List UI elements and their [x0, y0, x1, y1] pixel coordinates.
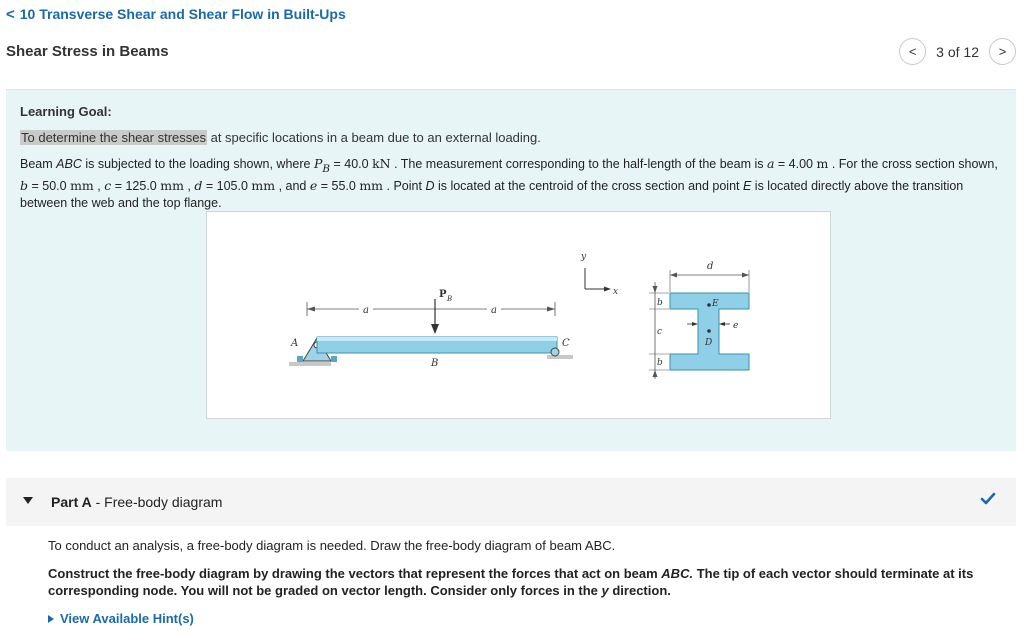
next-item-button[interactable] — [989, 38, 1016, 65]
x-axis-arrow — [604, 287, 611, 292]
item-position: 3 of 12 — [936, 43, 979, 60]
chevron-left-icon: < — [6, 5, 15, 23]
pager — [899, 38, 1016, 65]
label-a2: a — [491, 305, 497, 316]
dim-arrow-left — [307, 307, 315, 312]
point-e — [707, 303, 711, 307]
ground-a — [289, 362, 331, 366]
label-E: E — [712, 299, 719, 309]
label-D: D — [705, 338, 713, 348]
goal-heading: Learning Goal: — [20, 104, 112, 119]
triangle-right-icon — [48, 615, 54, 623]
label-d: d — [707, 261, 714, 272]
label-c: c — [657, 327, 663, 337]
chevron-right-icon: > — [998, 44, 1007, 59]
part-a-intro: To conduct an analysis, a free-body diagram is needed. Draw the free-body diagram of beam ABC. — [48, 538, 616, 553]
part-a-instructions: Construct the free-body diagram by drawing the vectors that represent the forces that act on beam ABC. The tip of each vector should terminate at its corresponding node. You will not be graded on vector length. Consider only forces in the y direction. — [48, 566, 974, 598]
label-b-top: b — [657, 298, 663, 308]
dim-d-arrow-left — [670, 273, 677, 278]
beam-highlight — [317, 337, 557, 341]
page-title: Shear Stress in Beams — [6, 43, 169, 60]
point-d — [707, 329, 711, 333]
learning-goal-panel — [6, 90, 1016, 451]
label-x: x — [613, 287, 619, 297]
label-P-sub: B — [447, 295, 453, 303]
dim-arrow-right — [547, 307, 555, 312]
dim-d-arrow-right — [742, 273, 749, 278]
goal-highlight: To determine the shear stresses — [21, 130, 206, 145]
view-hints-link[interactable]: View Available Hint(s) — [48, 611, 194, 626]
part-a-title: Part A - Free-body diagram — [51, 494, 223, 510]
label-b-bottom: b — [657, 358, 663, 368]
ground-c — [547, 355, 573, 359]
label-e: e — [733, 321, 739, 331]
back-link[interactable] — [6, 6, 346, 22]
breadcrumb: 10 Transverse Shear and Shear Flow in Built-Ups — [19, 6, 346, 22]
problem-statement: Beam ABC is subjected to the loading shown, where $P_B = 40.0$ kN . The measurement corresponding to the half-length of the beam is a = 4.00 m . For the cross section shown, b = 50.0 mm , c = 125.0 mm , d = 105.0 mm , and e = 55.0 mm . Point D is located at the centroid of the cross section and point E is located directly above the transition between the web and the top flange. — [20, 156, 998, 210]
bolt-a1 — [297, 356, 303, 362]
dim-b-arrow-bottom — [653, 370, 658, 377]
bolt-a2 — [331, 356, 337, 362]
checkmark-icon — [980, 492, 996, 506]
dim-e-right-arrow — [719, 322, 725, 326]
label-B: B — [431, 358, 439, 369]
label-P: P — [439, 289, 447, 300]
dim-e-left-arrow — [692, 322, 698, 326]
beam-diagram — [207, 212, 832, 420]
chevron-left-icon: < — [908, 44, 917, 59]
part-a-header[interactable] — [6, 478, 1016, 526]
collapse-triangle-icon[interactable] — [23, 497, 33, 504]
dim-b-arrow-top — [653, 286, 658, 293]
label-y: y — [581, 252, 587, 262]
goal-statement: To determine the shear stresses at specific locations in a beam due to an external loading. — [21, 130, 541, 145]
label-C: C — [562, 338, 570, 349]
load-arrow-head — [431, 324, 439, 334]
beam-figure — [206, 211, 831, 419]
roller-c — [551, 348, 559, 356]
prev-item-button[interactable] — [899, 38, 926, 65]
label-a1: a — [363, 305, 369, 316]
label-A: A — [291, 338, 299, 349]
